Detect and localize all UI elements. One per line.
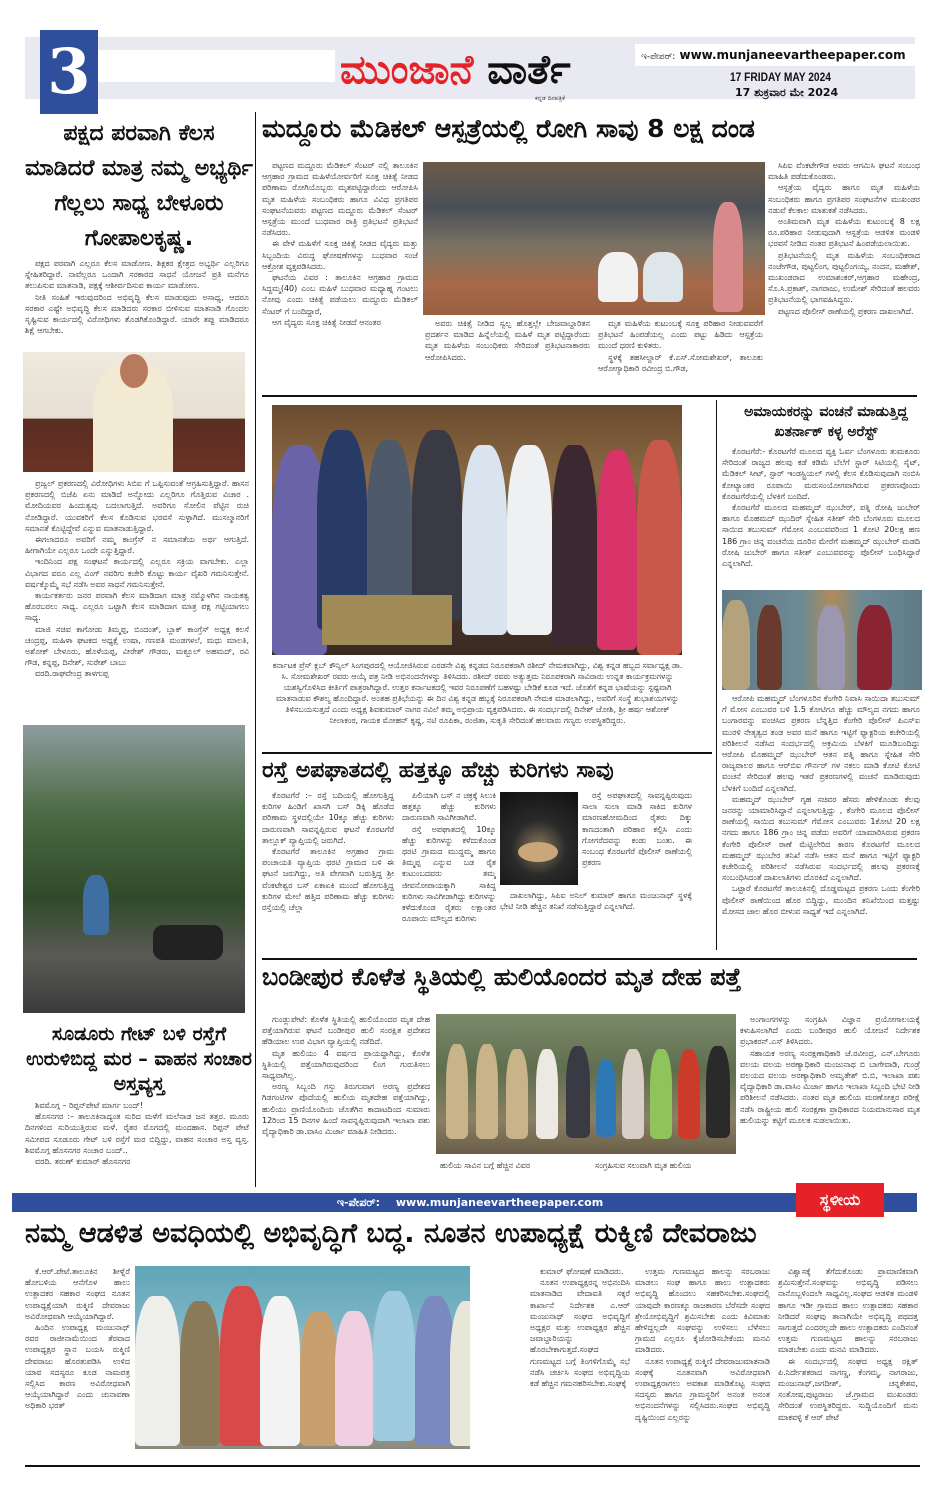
person-figure (722, 600, 750, 690)
article-body (262, 160, 418, 392)
dead-sheep-photo (500, 792, 578, 885)
article-paragraph: ಪ್ರತಿಭಟನೆಯಲ್ಲಿ ಮೃತ ಮಹಿಳೆಯ ಸಂಬಂಧಿಕರಾದ ನಂಜೇಗೌಡ, ಪುಟ್ಟಲಿಂಗ, ಪುಟ್ಟಲಿಂಗಯ್ಯ, ನಂದನ, ಮಹೇಶ್, ಮುಖಂಡರಾದ ಉಮಾಶಂಕರ್,ಆಗ್ರಹಾರ ಮಹೇಂದ್ರ, ಸೊ.ಸಿ.ಪ್ರಕಾಶ್, ನಾಗರಾಜು, ಉಮೇಶ್ ಸೇರಿದಂತೆ ಹಲವರು ಪ್ರತಿಭಟನೆಯಲ್ಲಿ ಭಾಗವಹಿಸಿದ್ದರು. (768, 250, 920, 305)
person-figure (622, 1049, 644, 1139)
person-figure (412, 430, 462, 620)
article-paragraph: ಘಟನೆಯ ವಿವರ : ತಾಲೂಕಿನ ಆಗ್ರಹಾರ ಗ್ರಾಮದ ಸಿದ್ದಮ್ಮ(40) ಎಂಬ ಮಹಿಳೆ ಬುಧವಾರ ಮಧ್ಯಾಹ್ನ ಗಂಟಲು ನೋವು ಎಂದು ಚಿಕಿತ್ಸೆ ಪಡೆಯಲು ಮದ್ದೂರು ಮೆಡಿಕಲ್ ಸೆಂಟರ್ ಗೆ ಬಂದಿದ್ದಾರೆ, (262, 273, 418, 316)
article-body (25, 258, 249, 348)
person-figure (597, 450, 637, 650)
section-divider (25, 1465, 920, 1467)
article-body (582, 790, 692, 890)
person-figure (507, 445, 552, 635)
person-figure (415, 1296, 455, 1446)
person-figure (566, 1046, 590, 1138)
article-paragraph: ಹೊಸನಗರ :– ತಾಲೂಕಿನಾದ್ಯಂತ ಸುರಿದ ಮಳೆಗೆ ಮಲೆನಾಡ ಜನ ತತ್ತರ. ಮೂರು ದಿನಗಳಿಂದ ಸುರಿಯುತ್ತಿರುವ ಮಳೆ. ರೈತರ ಮೊಗದಲ್ಲಿ ಮಂದಹಾಸ. ರಿಪ್ಪನ್ ಪೇಟೆ ಸಮೀಪದ ಸೂಡೂರು ಗೇಟ್ ಬಳಿ ರಸ್ತೆಗೆ ಮರ ಬಿದ್ದಿದ್ದು, ವಾಹನ ಸಂಚಾರ ಅಸ್ತ ವ್ಯಸ್ತ. ಶಿವಮೊಗ್ಗ ಹೊಸನಗರ ಸಂಚಾರ ಬಂದ್.. (25, 1112, 249, 1155)
article-paragraph: ವಿಶ್ವಾಸಕ್ಕೆ ತೆಗೆದುಕೊಂಡು ಪ್ರಾಮಾಣಿಕವಾಗಿ ಶ್ರಮಿಸುತ್ತೇನೆ.ಸಂಘವನ್ನು ಅಭಿವೃದ್ಧಿ ಪಡಿಸಲು ನಾನೊಬ್ಬಳಿಂದಲೇ ಸಾಧ್ಯವಿಲ್ಲ.ಸಂಘದ ಆಡಳಿತ ಮಂಡಳಿ ಹಾಗೂ ಇಡೀ ಗ್ರಾಮದ ಹಾಲು ಉತ್ಪಾದಕರು ಸಹಕಾರ ನೀಡಿದರೆ ಸಂಘವು ತಾನಾಗಿಯೇ ಅಭಿವೃದ್ಧಿ ಪಥದತ್ತ ಸಾಗುತ್ತದೆ ಎಂದರಲ್ಲದೇ ಹಾಲು ಉತ್ಪಾದಕರು ಎಂದಿನಂತೆ ಉತ್ತಮ ಗುಣಮಟ್ಟದ ಹಾಲನ್ನು ಸರಬರಾಜು ಮಾಡಬೇಕು ಎಂದು ಮನವಿ ಮಾಡಿದರು. (778, 1267, 918, 1355)
article-paragraph: ಈ ಸಂದರ್ಭದಲ್ಲಿ ಸಂಘದ ಅಧ್ಯಕ್ಷ ರಕ್ಷಿತ್ ಪಿ.ನಿರ್ದೇಶಕರಾದ ನಾಗಣ್ಣ, ಕೆಂಗಮ್ಮ, ನಾಗರಾಜು, ಮಂಜುನಾಥ್,ಜಗದೀಶ್, ಚನ್ನಕೇಶವ, ಸಂತೋಷ,ಪುಟ್ಟರಾಜು ಜೆ.ಗ್ರಾಮದ ಮುಖಂಡರು ಸೇರಿದಂತೆ ಉಪಸ್ಥಿತರಿದ್ದರು. ಸುದ್ದಿಯೊಂದಿಗೆ ಮನು ಮಾಕವಳ್ಳಿ ಕೆ ಆರ್ ಪೇಟೆ (778, 1356, 918, 1422)
column-divider (716, 400, 717, 950)
fallen-tree-photo (23, 725, 245, 1013)
article-paragraph: ಕೊರಟಗೆರೆ ಮೂಲದ ಮಹಮ್ಮದ್ ಝುಬೇರ್, ಪತ್ನಿ ರೋಷಿ ಜುಬೇರ್ ಹಾಗೂ ಮೊಹಮದ್ ಝುದಿರ್ ಸ್ನೇಹಿತ ಸತೀಶ್ ಸೇರಿ ಬೆಂಗಳೂರು ಮೂಲದ ಸಾಯಿದ ತಬುಸುಮ್ ಗೆಮೋಸ ಎಂಬುವವರಿಂದ 1 ಕೋಟಿ 20ಲಕ್ಷ ಹಣ 186 ಗ್ರಾಂ ಚಿನ್ನ ವಂಚನೆಯ ದೂರಿನ ಮೇರೆಗೆ ಮಹಮ್ಮದ್ ಝುಬೇರ್ ಮಡದಿ ರೋಷಿ ಜುಬೇರ್ ಹಾಗೂ ಸತೀಶ್ ಎಂಬುವವರನ್ನು ಪೊಲೀಸ್ ಬಂಧಿಸಿದ್ದಾರೆ ಎನ್ನಲಾಗಿದೆ. (722, 503, 920, 569)
forest-officials-photo (436, 1014, 736, 1154)
article-paragraph: ಸ್ಥಳಕ್ಕೆ ತಹಸೀಲ್ದಾರ್ ಕೆ.ಎಸ್.ಸೋಮಶೇಖರ್, ತಾಲೂಕು ಆರೋಗ್ಯಾಧಿಕಾರಿ ರವೀಂದ್ರ ಬಿ.ಗೌಡ, (598, 352, 763, 373)
person-figure (135, 1296, 180, 1446)
logo-tagline: ಕನ್ನಡ ದಿನಪತ್ರಿಕೆ (535, 95, 566, 102)
person-figure (446, 1044, 468, 1139)
article-paragraph: ಪಿಲಿಯಾಗಿ ಬಸ್ ನ ಚಕ್ರಕ್ಕೆ ಸಿಲುಕಿ ಹತ್ತಕ್ಕೂ ಹೆಚ್ಚು ಕುರಿಗಳು ದಾರುಣವಾಗಿ ಸಾವಿಗೀಡಾಗಿವೆ. (402, 791, 496, 823)
photo-caption: ಹುಲಿಯ ಸಾವಿನ ಬಗ್ಗೆ ಹೆಚ್ಚಿನ ವಿವರ (440, 1161, 531, 1170)
article-paragraph: ರಸ್ತೆ ಅಪಘಾತದಲ್ಲಿ 10ಕ್ಕೂ ಹೆಚ್ಚು ಕುರಿಗಳನ್ನು ಕಳೆದುಕೊಂಡ ಥರಟಿ ಗ್ರಾಮದ ಮುದ್ದಮ್ಮ ಹಾಗೂ ತಿಮ್ಮಪ್ಪ ಎನ್ನುವ ಬಡ ರೈತ ಕುಟುಂಬದವರು ತಮ್ಮ ಜೀವನೋಪಾಯಕ್ಕಾಗಿ ಸಾಕಿದ್ದ ಕುರಿಗಳು ಸಾವಿಗೀಡಾಗಿದ್ದು ಕುರಿಗಳನ್ನು ಕಳೆದುಕೊಂಡ ರೈತರು ಲಕ್ಷಾಂತರ ರೂಪಾಯಿ ಮೌಲ್ಯದ ಕುರಿಗಳು (402, 824, 496, 924)
article-paragraph: ಕೊರಟಗೆರೆ:- ಕೊರಟಗೆರೆ ಮೂಲದ ವ್ಯಕ್ತಿ ಓರ್ವ ಬೆಂಗಳೂರು ತುಮಕೂರು ಸೇರಿದಂತೆ ರಾಜ್ಯದ ಹಲವು ಕಡೆ ಕಡಿಮೆ ಬೆಲೆಗೆ ಸ್ಟಾರ್ ಸಿಟಿಯಲ್ಲಿ ಸೈಟ್, ಮೆಡಿಕಲ್ ಸೀಟ್, ಸ್ಟಾರ್ ಇಂಡಸ್ಟ್ರಿಯಲ್ ಗಳಲ್ಲಿ ಕೆಲಸ ಕೊಡಿಸುವುದಾಗಿ ನಂಬಿಸಿ ಕೋಟ್ಯಾಂತರ ರೂಪಾಯಿ ಮರುಸಂಯೋಗವಾಗಿರುವ ಪ್ರಕರಣವೊಂದು ಕೊರಟಗೆರೆಯಲ್ಲಿ ಬೆಳಕಿಗೆ ಬಂದಿದೆ. (722, 447, 920, 501)
article-body (402, 790, 496, 955)
banner-epaper-url: www.munjaneevartheepaper.com (390, 1196, 609, 1209)
person-figure (373, 1291, 415, 1441)
article-headline[interactable]: ಸೂಡೂರು ಗೇಟ್ ಬಳಿ ರಸ್ತೆಗೆ ಉರುಳಿಬಿದ್ದ ಮರ – ವಾಹನ ಸಂಚಾರ ಅಸ್ತವ್ಯಸ್ತ (26, 1023, 252, 1095)
banner-epaper-link[interactable] (260, 1193, 680, 1212)
article-body (425, 318, 590, 393)
article-body (722, 693, 920, 951)
date-kannada: 17 ಶುಕ್ರವಾರ ಮೇ 2024 (735, 86, 839, 99)
person-figure (596, 1059, 616, 1137)
article-headline[interactable]: ರಸ್ತೆ ಅಪಘಾತದಲ್ಲಿ ಹತ್ತಕ್ಕೂ ಹೆಚ್ಚು ಕುರಿಗಳು ಸಾವು (262, 758, 614, 783)
table-shape (322, 595, 452, 645)
article-paragraph: ಸಿಪಿಐ ವೆಂಕಟೇಗೌಡ ಅವರು ಆಗಮಿಸಿ ಘಟನೆ ಸಂಬಂಧ ಮಾಹಿತಿ ಪಡೆದುಕೊಂಡರು. (768, 161, 920, 182)
person-figure (260, 1296, 300, 1446)
article-headline[interactable]: ನಮ್ಮ ಆಡಳಿತ ಅವಧಿಯಲ್ಲಿ ಅಭಿವೃದ್ಧಿಗೆ ಬದ್ಧ. ನೂತನ ಉಪಾಧ್ಯಕ್ಷೆ ರುಕ್ಮಿಣಿ ದೇವರಾಜು (25, 1218, 757, 1249)
article-paragraph: ಹಿಂದಿನ ಉಪಾಧ್ಯಕ್ಷ ಮಂಜುನಾಥ್ ರವರ ರಾಜೀನಾಮೆಯಿಂದ ತೆರವಾದ ಉಪಾಧ್ಯಕ್ಷರ ಸ್ಥಾನ ಬಯಸಿ ರುಕ್ಮಿಣಿ ದೇವರಾಜು ಹೊರತುಪಡಿಸಿ ಉಳಿದ ಯಾವ ಸದಸ್ಯರೂ ಕೂಡ ನಾಮಪತ್ರ ಸಲ್ಲಿಸಿದ ಕಾರಣ ಅವಿರೋಧವಾಗಿ ಆಯ್ಕೆಯಾಗಿದ್ದಾರೆ ಎಂದು ಚುನಾವಣಾ ಅಧಿಕಾರಿ ಭರತ್ (25, 1323, 130, 1411)
article-body (25, 478, 249, 720)
person-figure (476, 1044, 498, 1139)
person-figure (462, 445, 507, 635)
article-paragraph: ರಸ್ತೆ ಅಪಘಾತದಲ್ಲಿ ಸಾವನ್ನಪ್ಪಿರುವುದು ಸಾಲಾ ಸುಲಾ ಮಾಡಿ ಸಾಕಿದ ಕುರಿಗಳ ಮಾರಣಹೋಮದಿಂದ ರೈತರು ದಿಕ್ಕು ಕಾಣದಂತಾಗಿ ಪರಿಹಾರ ಕಲ್ಪಿಸಿ ಎಂದು ಗೋಗರೆದವನ್ನು ಕಂಡು ಬಂತು. ಈ ಸಂಬಂಧ ಕೊರಟಗೆರೆ ಪೊಲೀಸ್ ಠಾಣೆಯಲ್ಲಿ ಪ್ರಕರಣ (582, 791, 692, 868)
protest-photo (423, 162, 765, 315)
article-body (740, 1014, 920, 1179)
person-figure (817, 605, 845, 690)
article-paragraph: ಮೃತ ಹುಲಿಯು 4 ವರ್ಷದ ಪ್ರಾಯದ್ದಾಗಿದ್ದು, ಕೊಳೆತ ಸ್ಥಿತಿಯಲ್ಲಿ ಪತ್ತೆಯಾಗಿರುವುದರಿಂದ ಲಿಂಗ ಗುರುತಿಸಲು ಸಾಧ್ಯವಾಗಿಲ್ಲ. (262, 1048, 430, 1081)
article-paragraph: ಉತ್ತಮ ಗುಣಮಟ್ಟದ ಹಾಲನ್ನು ಸರಬರಾಜು ಮಾಡಲು ಸಂಘ ಹಾಗೂ ಹಾಲು ಉತ್ಪಾದಕರು ಅಭಿವೃದ್ಧಿ ಹೊಂದಲು ಸಹಕರಿಸಬೇಕು.ಸಂಘದಲ್ಲಿ ಯಾವುದೇ ಕಾರಣಕ್ಕೂ ರಾಜಕಾರಣ ಬೆರೆಸದೇ ಸಂಘದ ಶ್ರೇಯೋಭಿವೃದ್ಧಿಗೆ ಶ್ರಮಿಸಬೇಕು ಎಂದು ಕಿವಿಮಾತು ಹೇಳಿದ್ದಲ್ಲದೇ ಸಂಘವನ್ನು ಉಳಿಸಲು ಬೆಳೆಸಲು ಗ್ರಾಮದ ಎಲ್ಲರೂ ಕೈಜೋಡಿಸಬೇಕೆಂದು ಮನವಿ ಮಾಡಿದರು. (635, 1267, 770, 1355)
article-body (530, 1266, 630, 1461)
article-headline[interactable]: ಮದ್ದೂರು ಮೆಡಿಕಲ್ ಆಸ್ಪತ್ರೆಯಲ್ಲಿ ರೋಗಿ ಸಾವು 8 ಲಕ್ಷ ದಂಡ (262, 114, 755, 143)
epaper-url: www.munjaneevartheepaper.com (679, 48, 906, 62)
person-figure (637, 440, 682, 655)
section-tag-local: ಸ್ಥಳೀಯ (796, 1183, 884, 1217)
article-paragraph: ಕುಮಾರ್ ಘೋಷಣೆ ಮಾಡಿದರು. (540, 1267, 624, 1276)
epaper-label: ಇ-ಪೇಪರ್: (641, 52, 676, 62)
article-paragraph: ಕೊರಟಗೆರೆ ತಾಲೂಕಿನ ಅಗ್ರಹಾರ ಗ್ರಾಮ ಪಂಚಾಯತಿ ವ್ಯಾಪ್ತಿಯ ಥರಟಿ ಗ್ರಾಮದ ಬಳಿ ಈ ಘಟನೆ ಜರುಗಿದ್ದು, ಅತಿ ವೇಗವಾಗಿ ಬರುತ್ತಿದ್ದ ಶ್ರೀ ವೆಂಕಟೇಶ್ವರ ಬಸ್ ಏಕಾಏಕಿ ಮುಂದೆ ಹೋಗುತ್ತಿದ್ದ ಕುರಿಗಳ ಮೇಲೆ ಹತ್ತಿದ ಪರಿಣಾಮ ಹೆಚ್ಚು ಕುರಿಗಳು ರಸ್ತೆಯಲ್ಲಿ ಚೆಲ್ಲಾ (262, 847, 394, 913)
article-body (25, 1100, 249, 1185)
photo-caption: ಕರ್ನಾಟಕ ಪ್ರೆಸ್ ಕ್ಲಬ್ ಕೌನ್ಸಿಲ್ ಸಿಂಗಪುರದಲ್ಲಿ ಆಯೋಜಿಸಿರುವ ಎರಡನೇ ವಿಶ್ವ ಕನ್ನಡದ ನಿರೂಪಕರಾಗಿ ರಶೀದ್ ನೇಮಕವಾಗಿದ್ದು, ವಿಶ್ವ ಕನ್ನಡ ಹಬ್ಬದ ಸರ್ವಾಧ್ಯಕ್ಷ ಡಾ. ಸಿ. ಸೋಮಶೇಖರ್ ರವರು ಆಯ್ಕೆ ಪತ್ರ ನೀಡಿ ಅಭಿನಂದನೆಗಳನ್ನು ತಿಳಿಸಿದರು. ರಶೀದ್ ರವರು ಅತ್ಯುತ್ತಮ ನಿರೂಪಕರಾಗಿ ಸಾವಿರಾರು ಉನ್ನತ ಕಾರ್ಯಕ್ರಮಗಳನ್ನು ಯಶಸ್ವಿಗೊಳಿಸಿದ ಕೀರ್ತಿಗೆ ಪಾತ್ರರಾಗಿದ್ದಾರೆ. ಉತ್ತರ ಕರ್ನಾಟಕದಲ್ಲಿ ಇವರ ನಿರೂಪಣೆಗೆ ಬಹಳಷ್ಟು ಬೇಡಿಕೆ ಕೂಡ ಇದೆ. ಜೊತೆಗೆ ಕನ್ನಡ ಭಾಷೆಯನ್ನು ಸ್ಪಷ್ಟವಾಗಿ ಮಾತನಾಡುವ ಕೌಶಲ್ಯ ಹೊಂದಿದ್ದಾರೆ. ಅಂತಹ ಪ್ರತಿಭೆಯನ್ನು ಈ ದಿನ ವಿಶ್ವ ಕನ್ನಡ ಹಬ್ಬಕ್ಕೆ ನಿರೂಪಕರಾಗಿ ನೇಮಕ ಮಾಡಲಾಗಿದ್ದು, ಅವರಿಗೆ ಸಂಸ್ಥೆ ಶುಭಾಶಯಗಳನ್ನು ತಿಳಿಸಬಯಸುತ್ತದೆ ಎಂದು ಅಧ್ಯಕ್ಷ ಶಿವಕುಮಾರ್ ನಾಗರ ನವಿಲೆ ತಮ್ಮ ಅಭಿಪ್ರಾಯ ವ್ಯಕ್ತಪಡಿಸಿದರು. ಈ ಸಂದರ್ಭದಲ್ಲಿ ದಿನೇಶ್ ಜೋಶಿ, ಶ್ರೀ ಹರ್ಷ ಆಶೋಕ್ ನೀಲಾಕಂಠ, ಗಾಯಕ ಮೋಹನ್ ಕೃಷ್ಣ, ನಟಿ ರೂಪಿಕಾ, ರಂಜಿತಾ, ಸುಕೃತಿ ಸೇರಿದಂತೆ ಹಲವಾರು ಗಣ್ಯರು ಉಪಸ್ಥಿತರಿದ್ದರು. (272, 661, 683, 725)
person-figure (650, 1049, 672, 1139)
article-paragraph: ಕೆ.ಆರ್.ಪೇಟೆ.ತಾಲೂಕಿನ ಶೀಳ್ನೆರೆ ಹೋಬಳಿಯ ಆನೆಗೊಳ ಹಾಲು ಉತ್ಪಾದಕರ ಸಹಕಾರ ಸಂಘದ ನೂತನ ಉಪಾಧ್ಯಕ್ಷೆಯಾಗಿ ರುಕ್ಮಿಣಿ ದೇವರಾಜು ಅವಿರೋಧವಾಗಿ ಆಯ್ಕೆಯಾಗಿದ್ದಾರೆ. (25, 1267, 130, 1321)
arrest-photo (722, 590, 922, 690)
date-english: 17 FRIDAY MAY 2024 (730, 70, 831, 84)
person-figure (450, 1301, 470, 1446)
article-paragraph: ಅಂಗಾಂಗಗಳನ್ನು ಸಂಗ್ರಹಿಸಿ ವಿಜ್ಞಾನ ಪ್ರಯೋಗಾಲಯಕ್ಕೆ ಕಳುಹಿಸಲಾಗಿದೆ ಎಂದು ಬಂಡೀಪುರ ಹುಲಿ ಯೋಜನೆ ನಿರ್ದೇಶಕ ಪ್ರಭಾಕರನ್.ಎಸ್ ತಿಳಿಸಿದರು. (740, 1015, 920, 1047)
article-body (635, 1266, 770, 1461)
person-figure (598, 252, 638, 302)
article-paragraph: ಆಸ್ಪತ್ರೆಯ ವೈದ್ಯರು ಹಾಗೂ ಮೃತ ಮಹಿಳೆಯ ಸಂಬಂಧಿಕರು ಹಾಗೂ ಪ್ರಗತಿಪರ ಸಂಘಟನೆಗಳ ಮುಖಂಡರ ನಡುವೆ ಕೆಲಕಾಲ ಮಾತುಕತೆ ನಡೆಸಿದರು. (768, 183, 920, 215)
person-figure (643, 252, 683, 302)
dairy-felicitation-photo (135, 1266, 470, 1449)
article-paragraph: ಸಹಾಯಕ ಅರಣ್ಯ ಸಂರಕ್ಷಣಾಧಿಕಾರಿ ಜೆ.ರವೀಂದ್ರ, ಎನ್.ಬೇಗೂರು ವಲಯ ವಲಯ ಅರಣ್ಯಾಧಿಕಾರಿ ಮಂಜುನಾಥ ಬಿ ಬಾಗೇವಾಡಿ, ಗುಂಡ್ರೆ ವಲಯದ ವಲಯ ಅರಣ್ಯಾಧಿಕಾರಿ ಅಮೃತೇಶ್ ಬಿ.ಬಿ, ಇಲಾಖಾ ಪಶು ವೈದ್ಯಾಧಿಕಾರಿ ಡಾ.ವಾಸಿಂ ಮಿರ್ಜಾ ಹಾಗೂ ಇಲಾಖಾ ಸಿಬ್ಬಂದಿ ಭೇಟಿ ನೀಡಿ ಪರಿಶೀಲನೆ ನಡೆಸಿದರು. ನಂತರ ಮೃತ ಹುಲಿಯ ಮರಣೋತ್ತರ ಪರೀಕ್ಷೆ ನಡೆಸಿ ರಾಷ್ಟ್ರೀಯ ಹುಲಿ ಸಂರಕ್ಷಣಾ ಪ್ರಾಧಿಕಾರದ ನಿಯಮಾನುಸಾರ ಮೃತ ಹುಲಿಯನ್ನು ಕಟ್ಟಿಗೆ ಮೂಲಕ ಸುಡಲಾಯಿತು. (740, 1048, 920, 1125)
article-paragraph: ಅರಣ್ಯ ಸಿಬ್ಬಂದಿ ಗಸ್ತು ತಿರುಗುವಾಗ ಅರಣ್ಯ ಪ್ರದೇಶದ ಗಿಡಗಂಟಿಗಳ ಪೊದೆಯಲ್ಲಿ ಹುಲಿಯ ಮೃತದೇಹ ಪತ್ತೆಯಾಗಿದ್ದು, ಹುಲಿಯು ಪ್ರಾಣಿಯೊಂದಿಯ ಜೊತೆಗಿನ ಕಾದಾಟದಿಂದ ಸುಮಾರು 12ರಿಂದ 15 ದಿನಗಳ ಹಿಂದೆ ಸಾವನ್ನಪ್ಪಿರುವುದಾಗಿ ಇಲಾಖಾ ಪಶು ವೈದ್ಯಾಧಿಕಾರಿ ಡಾ.ವಾಸಿಂ ಮಿರ್ಜಾ ಮಾಹಿತಿ ನೀಡಿದರು. (262, 1082, 430, 1137)
article-paragraph: ದಾಖಲಾಗಿದ್ದು, ಸಿಪಿಐ ಅನಿಲ್ ಕುಮಾರ್ ಹಾಗೂ ಮಂಜುನಾಥ್ ಸ್ಥಳಕ್ಕೆ ಭೇಟಿ ನೀಡಿ ಹೆಚ್ಚಿನ ತನಿಖೆ ನಡೆಸುತ್ತಿದ್ದಾರೆ ಎನ್ನಲಾಗಿದೆ. (500, 891, 692, 912)
article-paragraph: ಶಿವಮೊಗ್ಗ – ರಿಪ್ಪನ್‌ಪೇಟೆ ಮಾರ್ಗ ಬಂದ್! (35, 1101, 144, 1110)
article-headline[interactable]: ಬಂಡೀಪುರ ಕೊಳೆತ ಸ್ಥಿತಿಯಲ್ಲಿ ಹುಲಿಯೊಂದರ ಮೃತ ದೇಹ ಪತ್ತೆ (262, 963, 742, 991)
person-figure (857, 605, 892, 690)
article-paragraph: ಆರೋಪಿ ಮಹಮ್ಮದ್ ಬೆಂಗಳೂರಿನ ಕೆಂಗೇರಿ ನಿವಾಸಿ ಸಾಯಿದಾ ತಬುಸುಮ್ ಗೆ ಮೋಸ ಎಂಬುವರ ಬಳಿ 1.5 ಕೋಟಿಗೂ ಹೆಚ್ಚು ಮೌಲ್ಯದ ನಗದು ಹಾಗೂ ಬಂಗಾರವನ್ನು ವಂಚಿಸಿದ ಪ್ರಕರಣ ಬೆನ್ನತ್ತಿದ ಕೆಂಗೇರಿ ಪೊಲೀಸ್ ಪಿಎಸ್ಐ ಮುರಳಿ ನೇತೃತ್ವದ ತಂಡ ಅವರ ಮನೆ ಹಾಗೂ ಇಟ್ಟಿಗೆ ಫ್ಯಾಕ್ಟರಿಯ ಕಚೇರಿಯಲ್ಲಿ ಪರಿಶೀಲನೆ ನಡೆಸಿದ ಸಂದರ್ಭದಲ್ಲಿ ಅಕ್ರಮಿಯ ಬೆಳಕಿಗೆ ಮೂಡಿಬಂದಿದ್ದು ಆರೋಪಿ ಮೊಹಮ್ಮದ್ ಝುಬೇರ್ ಆತನ ಪತ್ನಿ ಹಾಗೂ ಸ್ನೇಹಿತ ಸೇರಿ ರಾಜ್ಯಪಾಲರ ಹಾಗೂ ಆರ್‌ಬಿಐ ಗೌರ್ನರ್ ಗಳ ನಕಲು ಮಾಡಿ ಕೋಟಿ ಕೋಟಿ ವಂಚನೆ ಸೇರಿದಂತೆ ಹಲವು ಇತರೆ ಪ್ರಕರಣಗಳಲ್ಲಿ ವಂಚನೆ ಮಾಡಿರುವುದು ಬೆಳಕಿಗೆ ಬಂದಿದೆ ಎನ್ನಲಾಗಿದೆ. (722, 694, 920, 793)
person-figure (706, 1046, 730, 1138)
column-divider (255, 112, 256, 1187)
section-divider (262, 958, 917, 960)
article-paragraph: ಪ್ರಜ್ವಲ್ ಪ್ರಕರಣದಲ್ಲಿ ವಿರೋಧಿಗಳು ಸಿಬಿಐ ಗೆ ಒಪ್ಪಿಸುವಂತೆ ಆಗ್ರಹಿಸುತ್ತಿದ್ದಾರೆ. ಹಾಸನ ಪ್ರಕರಣದಲ್ಲಿ ಬಿಜೆಪಿ ಏನು ಮಾಡಿದೆ ಅನ್ನೋದು ಎಲ್ಲರಿಗೂ ಗೊತ್ತಿರುವ ವಿಚಾರ . ಮೋದಿಯವರ ಹಿಂದುತ್ವವು ಬದಲಾಗುತ್ತಿದೆ. ಅವರಿಗೂ ಸೋಲಿನ ಪೆಟ್ಟಿನ ರುಚಿ ನೋಡಿದ್ದಾರೆ. ಯುವಕರಿಗೆ ಕೆಲಸ ಕೊಡಿಸುವ ಭರವಸೆ ಸುಳ್ಳಾಗಿದೆ. ಮುಸಲ್ಮಾನರಿಗೆ ಸಮಾನತೆ ಕೊಟ್ಟಿದ್ದೇವೆ ಎನ್ನುವ ಮಾತನಾಡುತ್ತಿದ್ದಾರೆ. (25, 479, 249, 533)
article-body (722, 446, 920, 588)
article-paragraph: ಕಾರ್ಯಕರ್ತರು ಜನರ ಪರವಾಗಿ ಕೆಲಸ ಮಾಡಿದಾಗ ಮಾತ್ರ ನಮ್ಮೊಳಗಿನ ನಾಯಕತ್ವ ಹೊರಬರಲು ಸಾಧ್ಯ. ಎಲ್ಲರೂ ಒಟ್ಟಾಗಿ ಕೆಲಸ ಮಾಡಿದಾಗ ಮಾತ್ರ ಪಕ್ಷ ಗಟ್ಟಿಯಾಗಲು ಸಾಧ್ಯ. (25, 591, 249, 623)
article-body (25, 1266, 130, 1461)
article-paragraph: ಅವರು ಚಿಕಿತ್ಸೆ ನೀಡಿದ ಸ್ವಲ್ಪ ಹೊತ್ತಲ್ಲೇ ಬೇಜವಾಬ್ದಾರಿತನ ಪ್ರದರ್ಶನ ಮಾಡಿದ ಹಿನ್ನೆಲೆಯಲ್ಲಿ ಮಹಿಳೆ ಮೃತ ಪಟ್ಟಿದ್ದಾರೆಂದು ಮೃತ ಮಹಿಳೆಯ ಸಂಬಂಧಿಕರು ಸೇರಿದಂತೆ ಪ್ರತಿಭಟನಾಕಾರರು ಆರೋಪಿಸಿದರು. (425, 319, 590, 362)
person-figure (335, 1311, 373, 1446)
article-body (262, 1014, 430, 1174)
person-head (120, 354, 148, 388)
person-figure (713, 202, 743, 312)
sheep-shape (518, 842, 558, 862)
photo-caption: ಸಂಗ್ರಹಿಸುವ ಸಲುವಾಗಿ ಮೃತ ಹುಲಿಯ (595, 1161, 692, 1170)
article-body (598, 318, 763, 393)
article-paragraph: ನೀತಿ ಸಂಹಿತೆ ಇರುವುದರಿಂದ ಅಭಿವೃದ್ಧಿ ಕೆಲಸ ಮಾಡುವುದು ಅಸಾಧ್ಯ, ಆದರೂ ಸರಕಾರ ಎಷ್ಟೇ ಅಭಿವೃದ್ಧಿ ಕೆಲಸ ಮಾಡಿದರು ಸರಕಾರ ಬೀಳಿಸುವ ಮಾತನಾಡಿ ಗೊಂದಲ ಸೃಷ್ಟಿಸುವ ಕಾರ್ಯದಲ್ಲಿ ವಿರೋಧಿಗಳು ತೊಡಗಿಕೊಂಡಿದ್ದಾರೆ. ಯಾರೇ ತಪ್ಪು ಮಾಡಿದರೂ ಶಿಕ್ಷೆ ಆಗಬೇಕು. (25, 292, 249, 336)
article-paragraph: ಒಟ್ಟಾರೆ ಕೊರಟಗೆರೆ ತಾಲೂಕಿನಲ್ಲಿ ದೊಡ್ಡಮಟ್ಟದ ಪ್ರಕರಣ ಒಂದು ಕೆಂಗೇರಿ ಪೊಲೀಸ್ ಠಾಣೆಯಿಂದ ಹೊರ ಬಿದ್ದಿದ್ದು, ಮುಂದಿನ ತನಿಖೆಯಿಂದ ಮತ್ತಷ್ಟು ಮೋಸದ ಜಾಲ ಹೊರ ಬೀಳುವ ಸಾಧ್ಯತೆ ಇದೆ ಎನ್ನಲಾಗಿದೆ. (722, 884, 920, 916)
award-ceremony-photo (272, 405, 682, 655)
person-figure (757, 605, 782, 690)
article-paragraph: ಕೊರಟಗೆರೆ :– ರಸ್ತೆ ಬದಿಯಲ್ಲಿ ಹೋಗುತ್ತಿದ್ದ ಕುರಿಗಳ ಹಿಂಡಿಗೆ ಖಾಸಗಿ ಬಸ್ ಡಿಕ್ಕಿ ಹೊಡೆದ ಪರಿಣಾಮ ಸ್ಥಳದಲ್ಲಿಯೇ 10ಕ್ಕೂ ಹೆಚ್ಚು ಕುರಿಗಳು ದಾರುಣವಾಗಿ ಸಾವನ್ನಪ್ಪಿರುವ ಘಟನೆ ಕೊರಟಗೆರೆ ತಾಲ್ಲೂಕ್ ವ್ಯಾಪ್ತಿಯಲ್ಲಿ ಜರುಗಿದೆ. (262, 791, 394, 845)
article-body (778, 1266, 918, 1461)
newspaper-logo[interactable] (340, 48, 571, 92)
article-body (768, 160, 920, 392)
article-byline: ವರದಿ.ರಾಘವೇಂದ್ರ ತಾಳಗುಪ್ಪ (35, 669, 109, 679)
epaper-link[interactable] (635, 44, 915, 66)
article-paragraph: ನೂತನ ಉಪಾಧ್ಯಕ್ಷೆ ರುಕ್ಮಿಣಿ ದೇವರಾಜುಮಾತನಾಡಿ ಸಂಘಕ್ಕೆ ನೂತನವಾಗಿ ಅವಿರೋಧವಾಗಿ ಉಪಾಧ್ಯಕ್ಷರಾಗಲು ಅವಕಾಶ ಮಾಡಿಕೊಟ್ಟ ಸಂಘದ ಸದಸ್ಯರು ಹಾಗೂ ಗ್ರಾಮಸ್ಥರಿಗೆ ಅನಂತ ಅನಂತ ಅಭಿನಂದನೆಗಳನ್ನು ಸಲ್ಲಿಸಿದರು.ಸಂಘದ ಅಭಿವೃದ್ಧಿ ದೃಷ್ಟಿಯಿಂದ ಎಲ್ಲರನ್ನು (635, 1356, 770, 1422)
politician-photo (23, 352, 245, 472)
person-figure (220, 1286, 265, 1446)
person-figure (83, 875, 109, 935)
article-paragraph: ನೂತನ ಉಪಾಧ್ಯಕ್ಷರನ್ನ ಅಭಿನಂದಿಸಿ ಮಾತನಾಡಿದ ವೇದಾವತಿ ಸಕ್ಕರೆ ಕಾರ್ಖಾನೆ ನಿರ್ದೇಶಕ ಎ.ಆರ್ ಮಂಜುನಾಥ್ ಸಂಘದ ಅಭಿವೃದ್ಧಿಗೆ ಅಧ್ಯಕ್ಷರ ಮತ್ತು ಉಪಾಧ್ಯಕ್ಷರ ಹೆಚ್ಚಿನ ಜವಾಬ್ದಾರಿಯನ್ನು ಹೊರಬೇಕಾಗುತ್ತದೆ.ಸಂಘದ ಗುಣಮಟ್ಟದ ಬಗ್ಗೆ ತಿಂಗಳಿಗೊಮ್ಮೆ ಸಭೆ ನಡೆಸಿ ಚರ್ಚಿಸಿ ಸಂಘದ ಅಭಿವೃದ್ಧಿಯ ಕಡೆ ಹೆಚ್ಚಿನ ಗಮನಹರಿಸಬೇಕು.ಸಂಘಕ್ಕೆ (530, 1278, 630, 1389)
page-number: 3 (40, 30, 98, 114)
motorbike-shape (153, 925, 223, 960)
article-paragraph: ಮೃತ ಮಹಿಳೆಯ ಕುಟುಂಬಕ್ಕೆ ಸೂಕ್ತ ಪರಿಹಾರ ನೀಡುವವರೆಗೆ ಪ್ರತಿಭಟನೆ ಹಿಂಪಡೆಯಲ್ಲ ಎಂದು ಪಟ್ಟು ಹಿಡಿದು ಆಸ್ಪತ್ರೆಯ ಮುಂದೆ ಧರಣಿ ಕುಳಿತರು. (598, 319, 763, 351)
article-headline[interactable]: ಪಕ್ಷದ ಪರವಾಗಿ ಕೆಲಸ ಮಾಡಿದರೆ ಮಾತ್ರ ನಮ್ಮ ಅಭ್ಯರ್ಥಿ ಗೆಲ್ಲಲು ಸಾಧ್ಯ ಬೇಳೂರು ಗೋಪಾಲಕೃಷ್ಣ. (25, 121, 253, 251)
article-body (500, 890, 692, 952)
article-paragraph: ಈ ವೇಳೆ ಮಹಿಳೆಗೆ ಸೂಕ್ತ ಚಿಕಿತ್ಸೆ ನೀಡದ ವೈದ್ಯರು ಮತ್ತು ಸಿಬ್ಬಂದಿಯ ವಿರುದ್ಧ ಘೋಷಣೆಗಳನ್ನು ಬುಧವಾರ ಸಂಜೆ ಆಕ್ರೋಶ ವ್ಯಕ್ತಪಡಿಸಿದರು. (262, 239, 418, 271)
person-figure (180, 1301, 220, 1446)
article-paragraph: ಪಟ್ಟಣದ ಮದ್ದೂರು ಮೆಡಿಕಲ್ ಸೆಂಟರ್ ನಲ್ಲಿ ತಾಲೂಕಿನ ಆಗ್ರಹಾರ ಗ್ರಾಮದ ಮಹಿಳೆಯೋರ್ವರಿಗೆ ಸೂಕ್ತ ಚಿಕಿತ್ಸೆ ನೀಡದ ಪರಿಣಾಮ ರೋಗಿಯೊಬ್ಬರು ಮೃತಪಟ್ಟಿದ್ದಾರೆಂದು ಆರೋಪಿಸಿ ಮೃತ ಮಹಿಳೆಯ ಸಂಬಂಧಿಕರು ಹಾಗೂ ವಿವಿಧ ಪ್ರಗತಿಪರ ಸಂಘಟನೆಯವರು ಪಟ್ಟಣದ ಮದ್ದೂರು ಮೆಡಿಕಲ್ ಸೆಂಟರ್ ಆಸ್ಪತ್ರೆಯ ಮುಂದೆ ಬುಧವಾರ ರಾತ್ರಿ ಪ್ರತಿಭಟನೆ ಪ್ರತಿಭಟನೆ ನಡೆಸಿದರು. (262, 161, 418, 238)
article-paragraph: ಗುಂಡ್ಲುಪೇಟೆ: ಕೊಳೆತ ಸ್ಥಿತಿಯಲ್ಲಿ ಹುಲಿಯೊಂದರ ಮೃತ ದೇಹ ಪತ್ತೆಯಾಗಿರುವ ಘಟನೆ ಬಂಡೀಪುರ ಹುಲಿ ಸಂರಕ್ಷಿತ ಪ್ರದೇಶದ ಹೆಡಿಯಾಲ ಉಪ ವಿಭಾಗ ವ್ಯಾಪ್ತಿಯಲ್ಲಿ ನಡೆದಿದೆ. (262, 1015, 430, 1047)
article-paragraph: ಆಗ ವೈದ್ಯರು ಸೂಕ್ತ ಚಿಕಿತ್ಸೆ ನೀಡದೆ ಆನಂತರ (272, 317, 381, 327)
person-figure (552, 445, 597, 645)
article-paragraph: ಇಂದಿನಿಂದ ಪಕ್ಷ ಸಂಘಟನೆ ಕಾರ್ಯದಲ್ಲಿ ಎಲ್ಲರೂ ಸಕ್ರಿಯ ವಾಗಬೇಕು. ಎಲ್ಲಾ ವಿಭಾಗದ ವರೂ ಎಲ್ಲ ವಿಂಗ್ ನವರಿಗು ಕಚೇರಿ ಕೊಟ್ಟು ಕಾರ್ಯ ವೈಖರಿ ಗಮನಿಸುತ್ತೇನೆ. ವರ್ಷಕ್ಕೊಮ್ಮೆ ಸಭೆ ನಡೆಸಿ ಅವರ ಸಾಧನೆ ಗಮನಿಸುತ್ತೇನೆ. (25, 557, 249, 589)
article-paragraph: ಅಂತಿಮವಾಗಿ ಮೃತ ಮಹಿಳೆಯ ಕುಟುಂಬಕ್ಕೆ 8 ಲಕ್ಷ ರೂ.ಪರಿಹಾರ ನೀಡುವುದಾಗಿ ಆಸ್ಪತ್ರೆಯ ಆಡಳಿತ ಮಂಡಳಿ ಭರವಸೆ ನೀಡಿದ ನಂತರ ಪ್ರತಿಭಟನೆ ಹಿಂಪಡೆಯಲಾಯಿತು. (768, 217, 920, 249)
logo-red-part: ಮುಂಜಾನೆ (340, 47, 474, 93)
article-paragraph: ಮಾಜಿ ಸಚಿವ ಕಾಗೋಡು ತಿಮ್ಮಪ್ಪ, ಬಿಂದಂತ್, ಬ್ಲಾಕ್ ಕಾಂಗ್ರೆಸ್ ಅಧ್ಯಕ್ಷ ಕಲಸೆ ಚಂದ್ರಪ್ಪ, ಮಹಿಳಾ ಘಟಕದ ಅಧ್ಯಕ್ಷೆ ಉಷಾ, ಗಣಪತಿ ಮಂಡಗಳಲೆ, ಮಧು ಮಾಲತಿ, ಅಶೋಕ್ ಬೇಳೂರು, ಹೊಳೆಯಪ್ಪ, ವೀರೇಶ್ ಗೌಡರು, ಮಕ್ಬೂಲ್ ಅಹಮದ್, ರವಿ ಗೌಡ, ಕನ್ನಪ್ಪ, ದಿನೇಶ್, ಸುರೇಶ್ ಬಾಬು (25, 624, 249, 668)
article-paragraph: ಪಟ್ಟಣದ ಪೊಲೀಸ್ ಠಾಣೆಯಲ್ಲಿ ಪ್ರಕರಣ ದಾಖಲಾಗಿದೆ. (778, 306, 914, 316)
person-figure (300, 1311, 338, 1446)
article-paragraph: ಈಗಲಾದರೂ ಅವರಿಗೆ ನಮ್ಮ ಕಾಂಗ್ರೆಸ್ ನ ಸಮಾನತೆಯ ಅರ್ಥ ಆಗುತ್ತಿದೆ. ಹೀಗಾಗಿಯೇ ಎಲ್ಲರೂ ಒಂದೇ ಎನ್ನುತ್ತಿದ್ದಾರೆ. (25, 535, 249, 556)
article-body (262, 790, 394, 955)
person-figure (678, 1049, 700, 1139)
logo-black-part: ವಾರ್ತೆ (487, 47, 571, 93)
section-divider (262, 395, 917, 397)
person-figure (506, 1049, 528, 1139)
article-headline[interactable]: ಅಮಾಯಕರನ್ನು ವಂಚನೆ ಮಾಡುತ್ತಿದ್ದ ಖತರ್ನಾಕ್ ಕಳ್ಳ ಅರೆಸ್ಟ್ (744, 404, 908, 440)
section-divider (262, 752, 712, 754)
article-paragraph: ಮಹಮ್ಮದ್ ಝುಬೇರ್ ಗೃಹ ಸಚಿವರ ಹೆಸರು ಹೇಳಿಕೊಂಡು ಕೆಲವು ಜನರನ್ನು ಯಾಮಾರಿಸಿದ್ದಾನೆ ಎನ್ನಲಾಗುತ್ತಿದ್ದು , ಕೆಂಗೇರಿ ಮೂಲದ ಪೊಲೀಸ್ ಠಾಣೆಯಲ್ಲಿ ಸಾಯಿದ ತಬುಸುಮ್ ಗೆಮೋಸ ಎಂಬುವರು 1ಕೋಟಿ 20 ಲಕ್ಷ ನಗದು ಹಾಗೂ 186 ಗ್ರಾಂ ಚಿನ್ನ ಪಡೆದು ಅವರಿಗೆ ಯಾಮಾರಿಸಿರುವ ಪ್ರಕರಣ ಕೆಂಗೇರಿ ಪೊಲೀಸ್ ಠಾಣೆ ಮೆಟ್ಟಿಲೇರಿದ ಕಾರಣ ಕೊರಟಗೆರೆ ಮೂಲದ ಮಹಮ್ಮದ್ ಝುಬೇರ ತನಿಖೆ ನಡೆಸಿ ಆತನ ಮನೆ ಹಾಗೂ ಇಟ್ಟಿಗೆ ಫ್ಯಾಕ್ಟರಿ ಕಚೇರಿಯಲ್ಲಿ ಪರಿಶೀಲನೆ ನಡೆಸಿರುವ ಸಂದರ್ಭದಲ್ಲಿ ಹಲವು ಪ್ರಕರಣಕ್ಕೆ ಸಂಬಂಧಿಸಿದಂತೆ ದಾಖಲಾತಿಗಳು ದೊರಕಿದೆ ಎನ್ನಲಾಗಿದೆ. (722, 794, 920, 883)
banner-epaper-label: ಇ-ಪೇಪರ್: (331, 1196, 386, 1209)
article-paragraph: ಪಕ್ಷದ ಪರವಾಗಿ ಎಲ್ಲರೂ ಕೆಲಸ ಮಾಡೋಣ. ಶಿಕ್ಷಕರ ಕ್ಷೇತ್ರದ ಅಭ್ಯರ್ಥಿ ಎಲ್ಲರಿಗೂ ಸ್ನೇಹಿತರಿದ್ದಾರೆ. ನಾವೆಲ್ಲರೂ ಒಂದಾಗಿ ಸರಕಾರದ ಸಾಧನೆ ಯೋಜನೆ ಪ್ರತಿ ಮನೆಗೂ ತಲುಪಿಸುವ ಮಾತನಾಡಿ, ಪಕ್ಷಕ್ಕೆ ಆಶೀರ್ವದಿಸುವ ಕಾರ್ಯ ಮಾಡೋಣ. (25, 259, 249, 291)
article-byline: ವರದಿ. ತರುಣ್ ಕುಮಾರ್ ಹೊಸನಗರ (35, 1157, 131, 1167)
person-figure (536, 1049, 558, 1139)
